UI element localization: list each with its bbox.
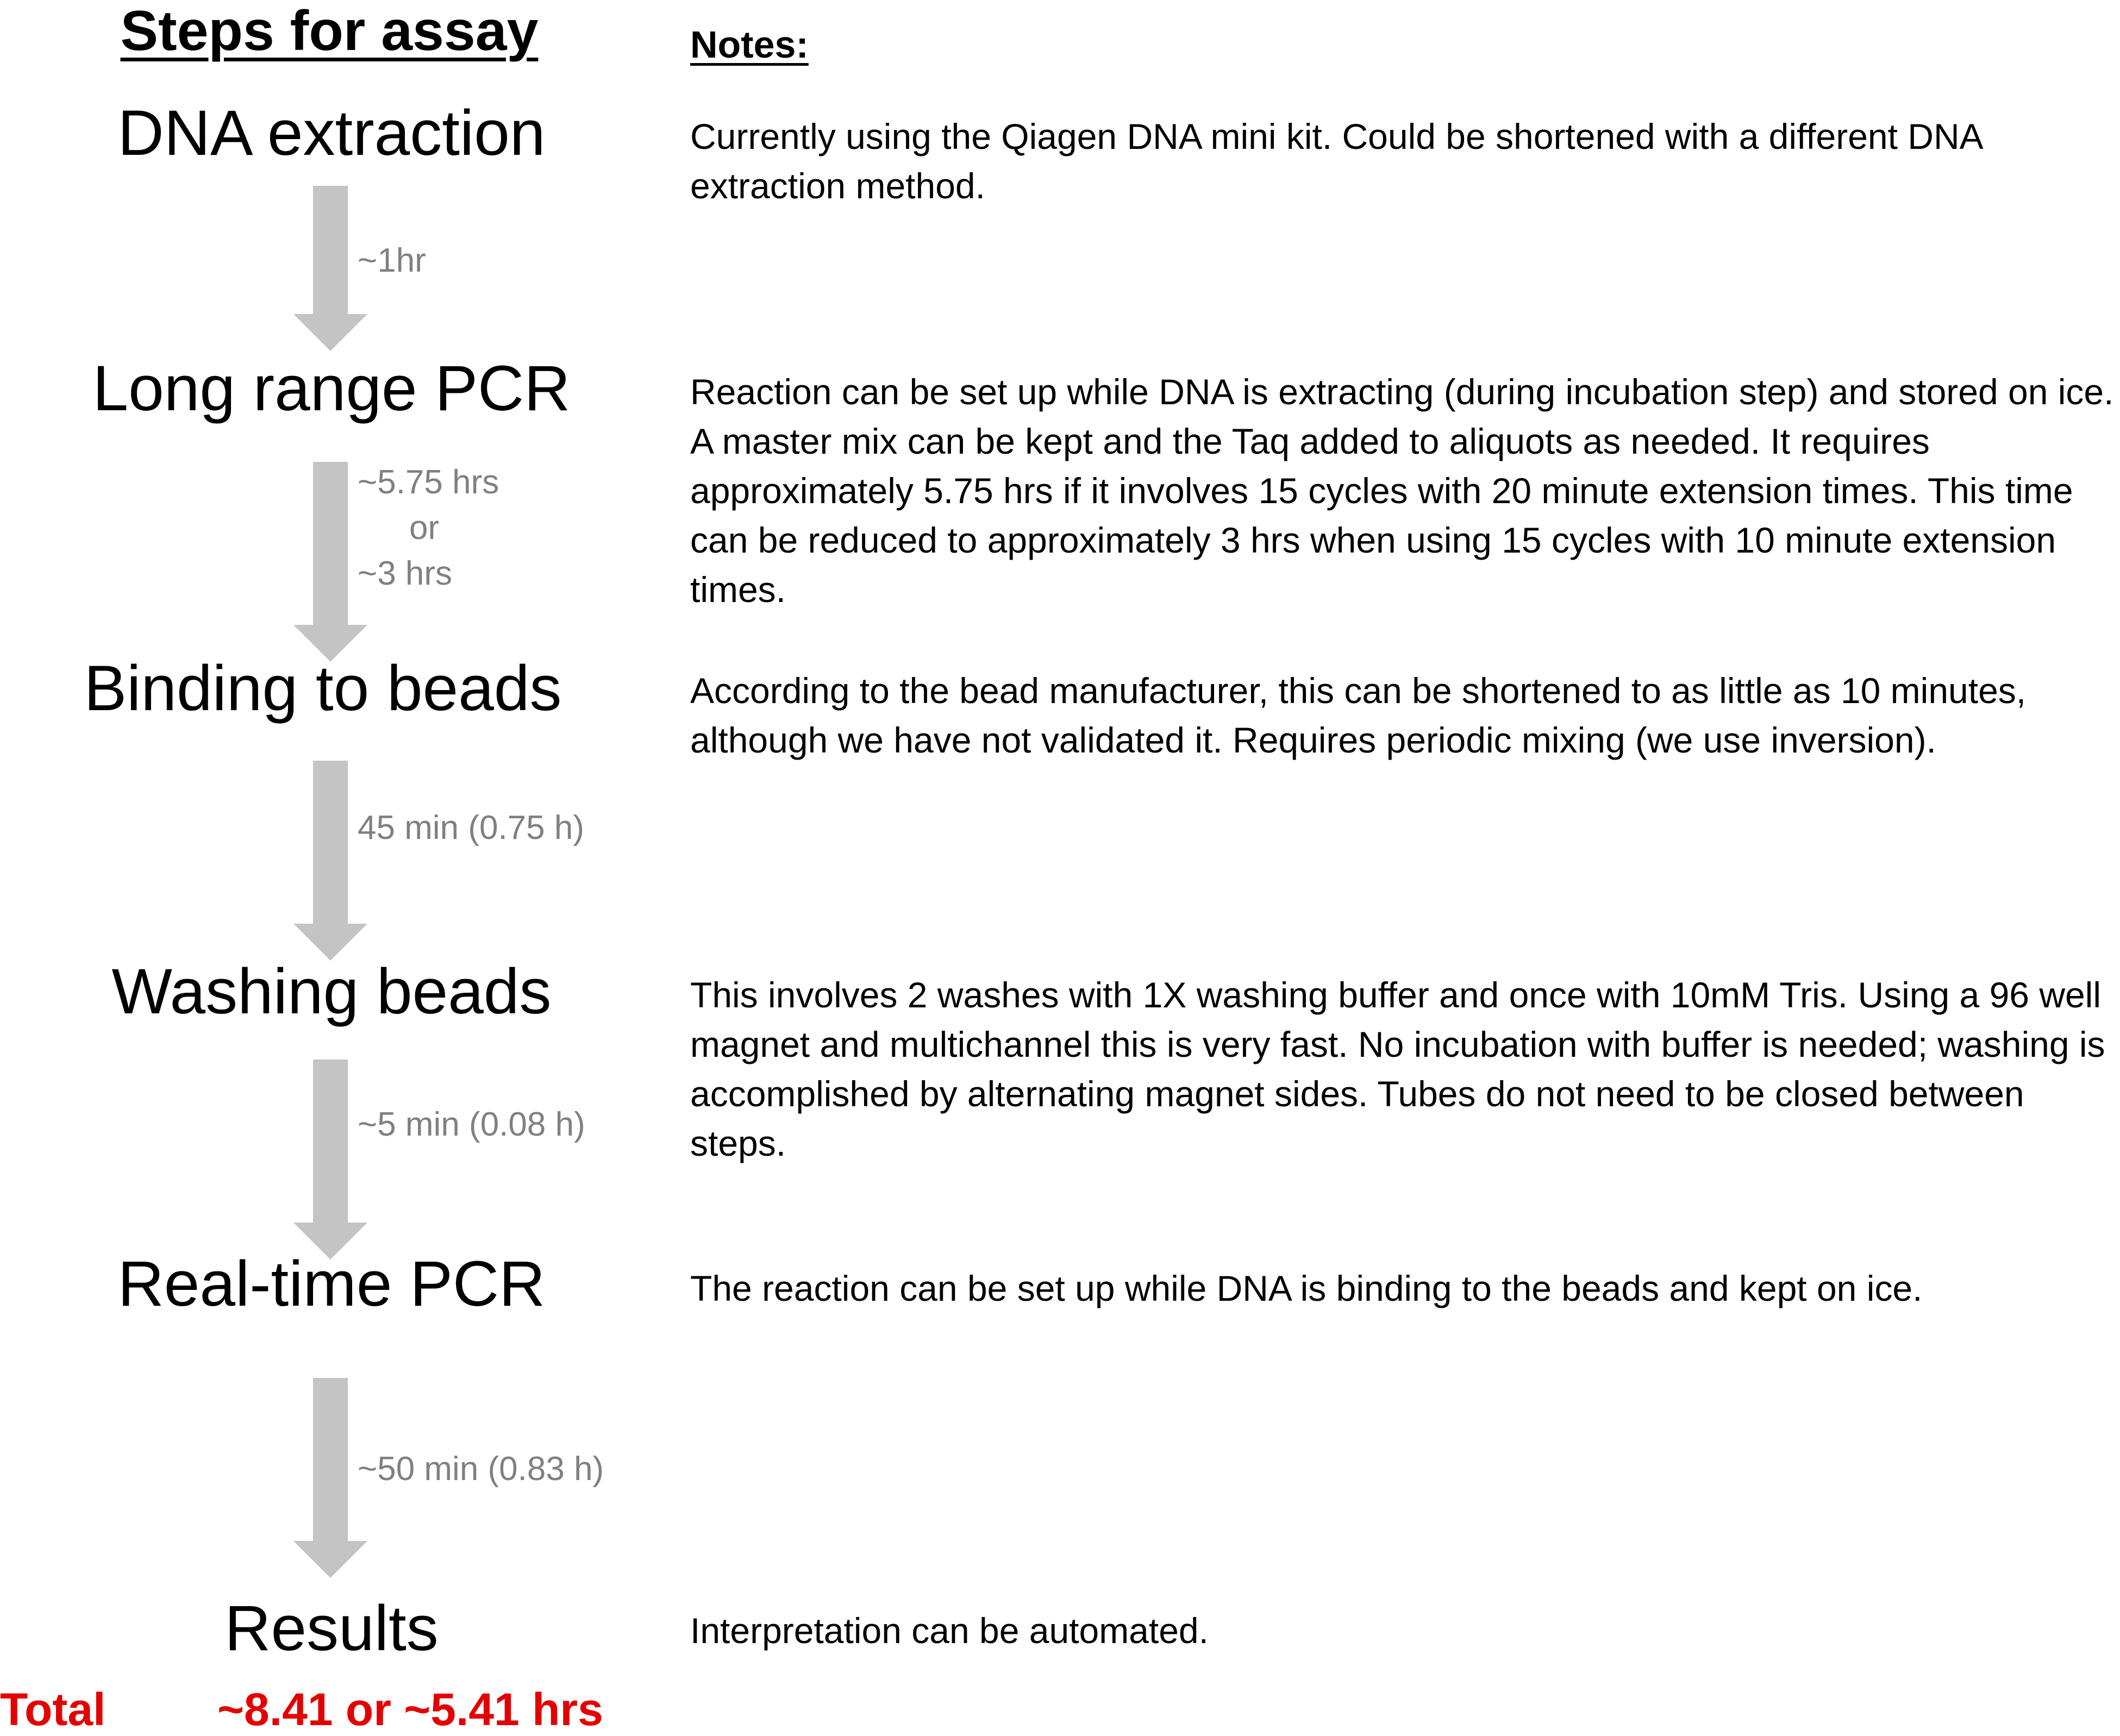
arrow-head [293, 1541, 367, 1578]
arrow-shaft [313, 1378, 348, 1541]
diagram-title: Steps for assay [120, 0, 539, 62]
step-results: Results [224, 1593, 439, 1664]
duration-line: ~5 min (0.08 h) [358, 1106, 585, 1143]
arrow-shaft [313, 761, 348, 924]
duration-dna-extraction [358, 238, 426, 284]
total-label: Total [0, 1684, 106, 1735]
duration-line: 45 min (0.75 h) [358, 809, 584, 847]
note-dna-extraction: Currently using the Qiagen DNA mini kit. Could be shortened with a different DNA extraction method. [690, 116, 1981, 206]
note-binding-to-beads: According to the bead manufacturer, this can be shortened to as little as 10 minutes, although we have not validated it. Requires periodic mixing (we use inversion). [690, 670, 2027, 760]
arrow-head [293, 924, 367, 961]
arrow-head [293, 1223, 367, 1259]
step-binding-to-beads: Binding to beads [84, 653, 562, 724]
step-dna-extraction: DNA extraction [117, 97, 546, 169]
note-long-range-pcr: Reaction can be set up while DNA is extracting (during incubation step) and stored on ice. A master mix can be kept and the Taq added to aliquots as needed. It requires approximately 5.75 hrs if it involves 15 cycles with 20 minute extension times. This time can be reduced to approximately 3 hrs when using 15 cycles with 10 minute extension times. [690, 372, 2114, 610]
arrow-shaft [313, 186, 348, 314]
note-results: Interpretation can be automated. [690, 1610, 1209, 1651]
notes-header: Notes: [690, 23, 809, 66]
step-washing-beads: Washing beads [111, 956, 552, 1027]
step-real-time-pcr: Real-time PCR [117, 1248, 546, 1320]
arrow-shaft [313, 1060, 348, 1223]
duration-line: ~1hr [358, 242, 426, 279]
duration-long-range-pcr [358, 460, 499, 597]
duration-line: ~50 min (0.83 h) [358, 1450, 604, 1488]
arrow-shaft [313, 462, 348, 625]
step-long-range-pcr: Long range PCR [92, 353, 571, 424]
total-value: ~8.41 or ~5.41 hrs [217, 1684, 603, 1735]
note-real-time-pcr: The reaction can be set up while DNA is binding to the beads and kept on ice. [690, 1268, 1923, 1308]
duration-line: or [409, 509, 440, 547]
duration-line: ~5.75 hrs [358, 463, 499, 501]
note-washing-beads: This involves 2 washes with 1X washing buffer and once with 10mM Tris. Using a 96 well magnet and multichannel this is very fast. No incubation with buffer is needed; washing is accomplished by alternating magnet sides. Tubes do not need to be closed between steps. [690, 975, 2105, 1163]
duration-binding-to-beads [358, 805, 584, 851]
duration-real-time-pcr [358, 1446, 604, 1492]
arrow-head [293, 625, 367, 662]
duration-line: ~3 hrs [358, 555, 453, 592]
duration-washing-beads [358, 1102, 585, 1148]
arrow-head [293, 314, 367, 351]
